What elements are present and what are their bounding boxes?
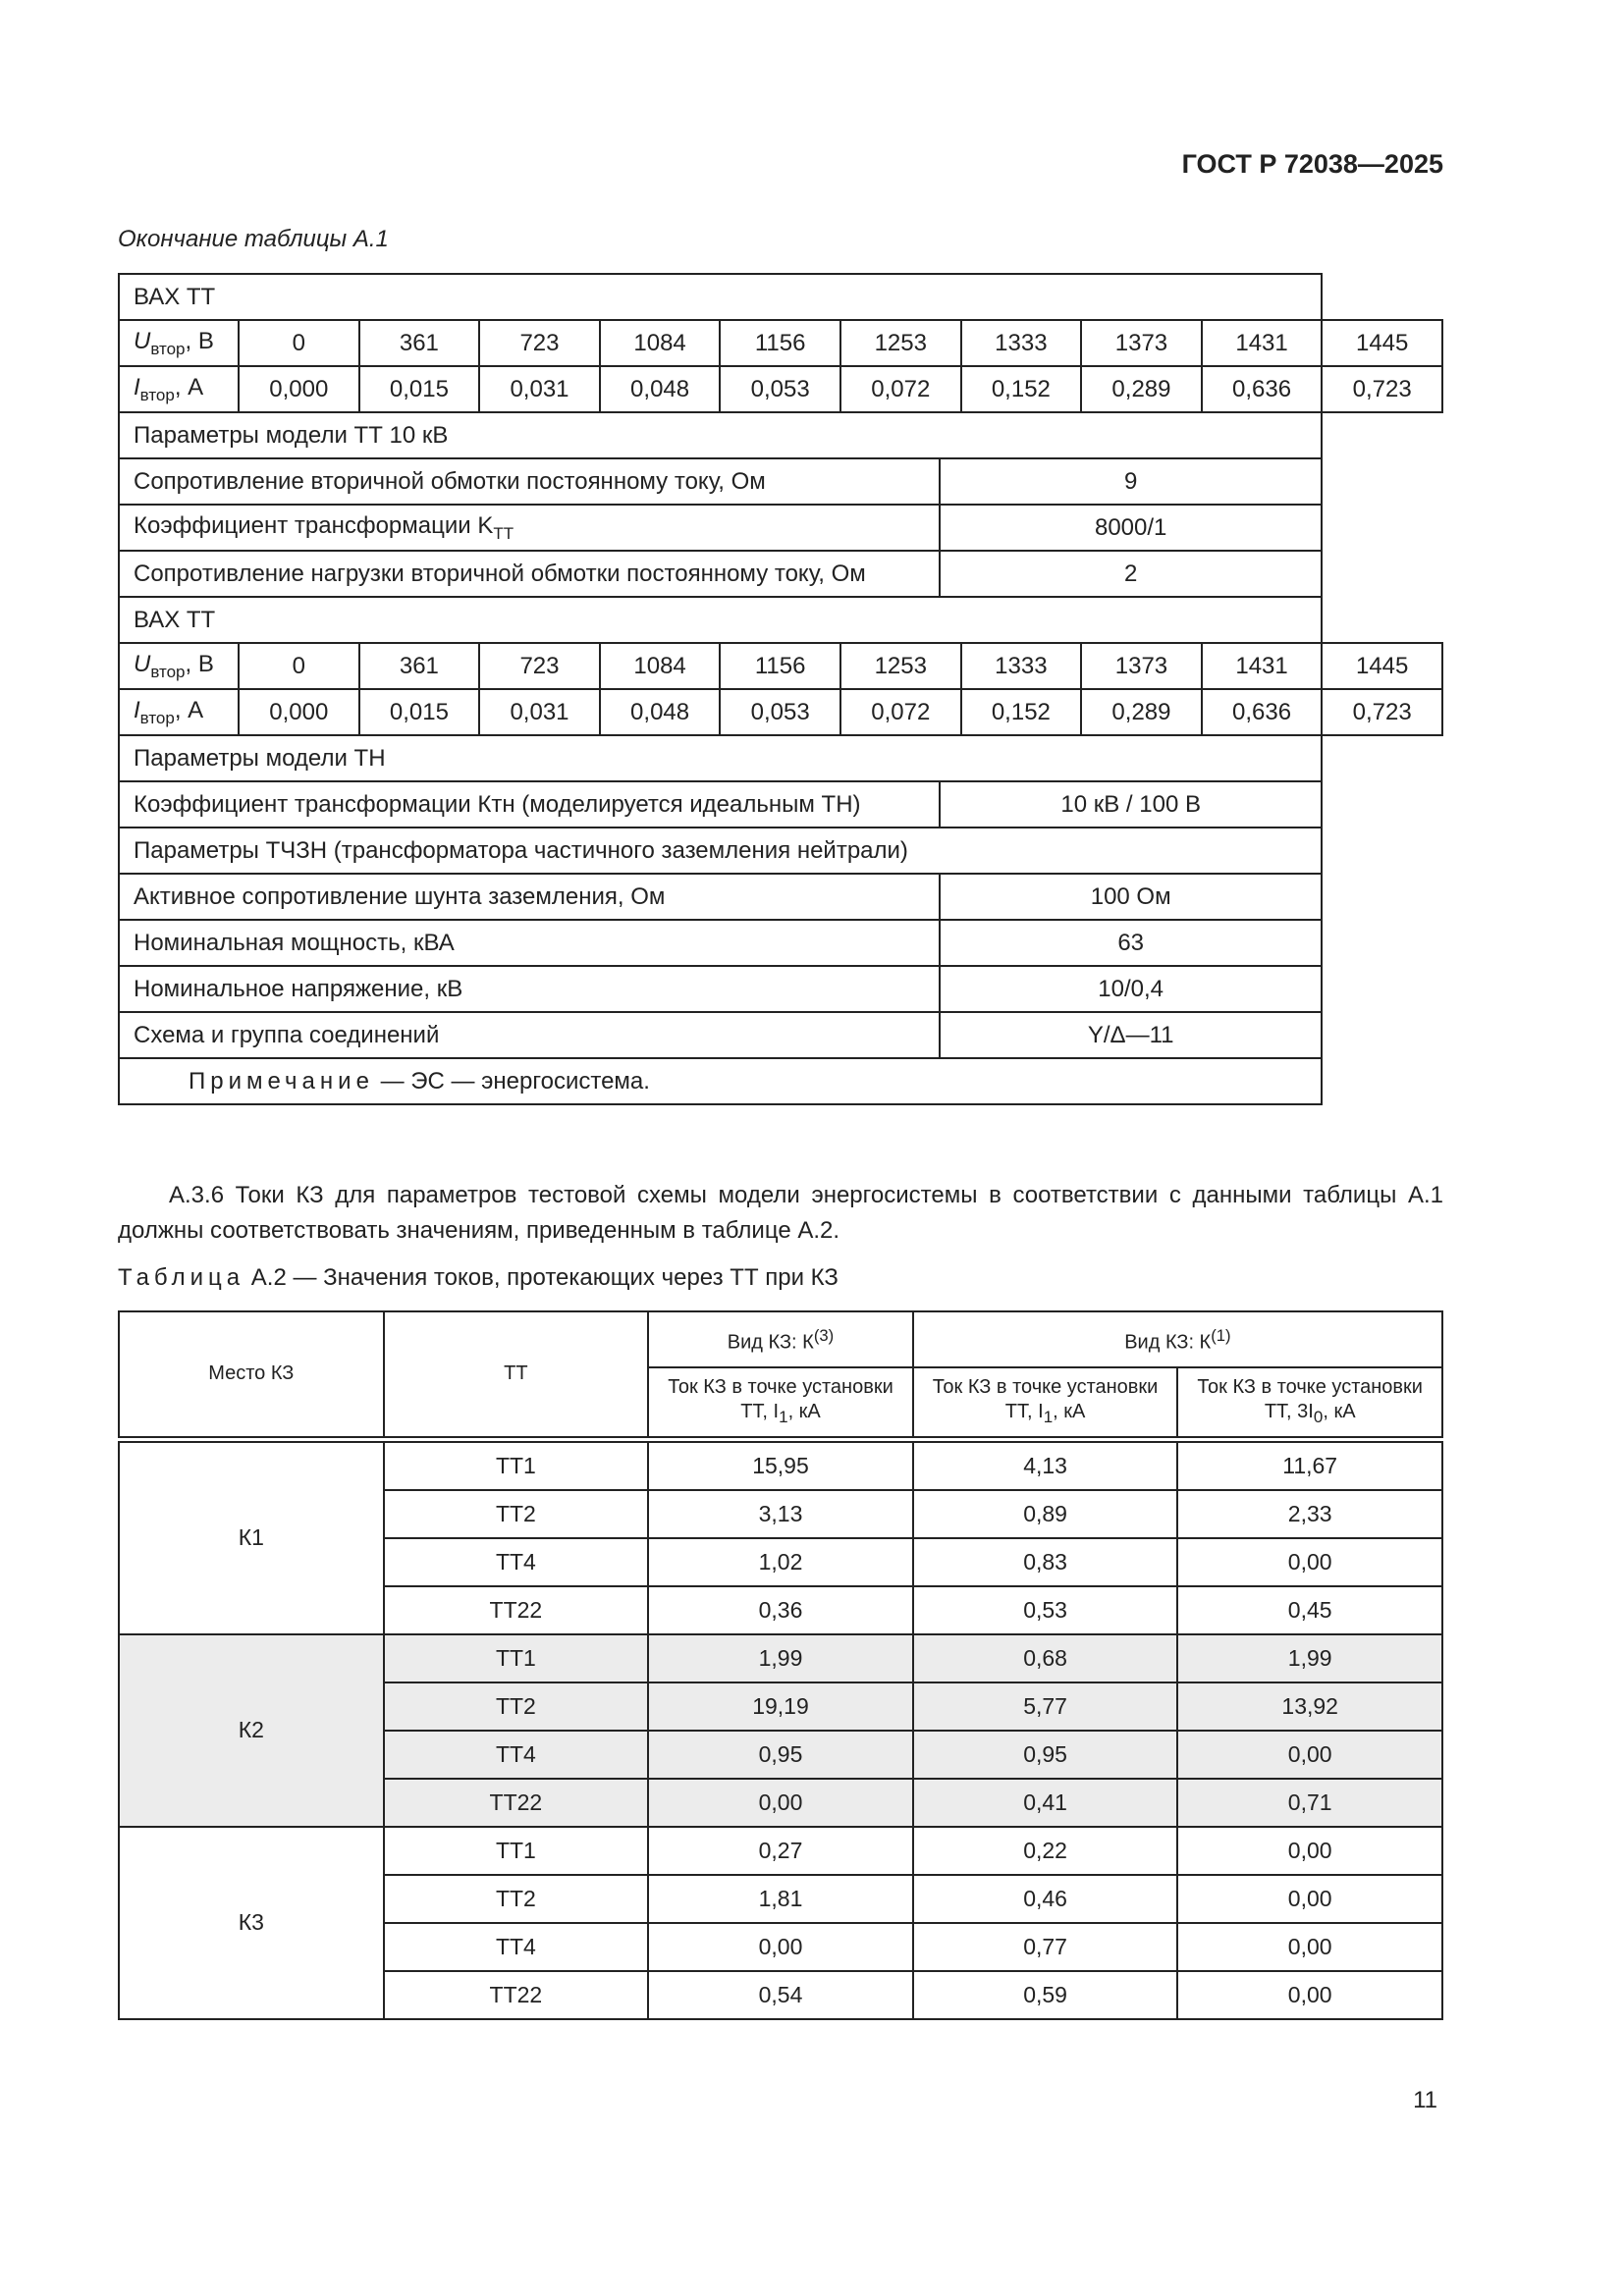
table-row xyxy=(119,781,1442,828)
u-row-header xyxy=(119,320,239,366)
vax-cell: 361 xyxy=(359,643,480,689)
tt10-param-inner xyxy=(120,552,1321,596)
vax-cell: 0,072 xyxy=(840,689,961,735)
header-unit: , кА xyxy=(787,1400,821,1422)
unit: , В xyxy=(185,327,214,354)
tchzn-param-row xyxy=(119,874,1322,920)
header-text: Ток КЗ в точке установки ТТ, I xyxy=(932,1375,1159,1422)
current-value: 0,22 xyxy=(913,1827,1178,1875)
note-label: Примечание xyxy=(189,1067,374,1095)
vax-cell: 0,053 xyxy=(720,689,840,735)
vax-cell: 0,015 xyxy=(359,366,480,412)
tn-param-value: 10 кВ / 100 В xyxy=(1060,790,1201,818)
current-value: 11,67 xyxy=(1177,1439,1442,1490)
header-group-k3 xyxy=(648,1311,913,1367)
vax-cell: 1156 xyxy=(720,320,840,366)
tt10-param-value: 2 xyxy=(1123,560,1138,587)
tt-cell: ТТ2 xyxy=(384,1682,649,1731)
place-cell: К2 xyxy=(119,1634,384,1827)
symbol-subscript: втор xyxy=(139,385,175,404)
tt10-param-row xyxy=(119,551,1322,597)
current-value: 0,53 xyxy=(913,1586,1178,1634)
vax-cell: 0,723 xyxy=(1322,366,1442,412)
header-place: Место КЗ xyxy=(119,1311,384,1439)
section-tchzn: Параметры ТЧЗН (трансформатора частичного заземления нейтрали) xyxy=(119,828,1322,874)
tn-param-inner xyxy=(120,782,1321,827)
current-value: 1,99 xyxy=(648,1634,913,1682)
vax-cell: 1373 xyxy=(1081,643,1202,689)
current-value: 0,83 xyxy=(913,1538,1178,1586)
tchzn-param-inner xyxy=(120,1013,1321,1057)
unit: , А xyxy=(174,696,204,723)
vax-cell: 0,031 xyxy=(479,689,600,735)
tchzn-param-value: 100 Ом xyxy=(1090,882,1171,910)
note xyxy=(119,1058,1322,1104)
tchzn-param-value: 63 xyxy=(1117,929,1145,956)
current-value: 1,02 xyxy=(648,1538,913,1586)
table-row xyxy=(119,1634,1442,1682)
tt-cell: ТТ22 xyxy=(384,1586,649,1634)
current-value: 0,54 xyxy=(648,1971,913,2019)
u-row xyxy=(119,643,1442,689)
vax-cell: 0 xyxy=(239,643,359,689)
current-value: 0,46 xyxy=(913,1875,1178,1923)
section-tn: Параметры модели ТН xyxy=(119,735,1322,781)
current-value: 0,68 xyxy=(913,1634,1178,1682)
tn-param-row xyxy=(119,781,1322,828)
vax-cell: 0,152 xyxy=(961,366,1082,412)
vax-title: ВАХ ТТ xyxy=(119,274,1322,320)
note-row xyxy=(119,1058,1442,1104)
header-unit: , кА xyxy=(1323,1400,1356,1422)
table-row xyxy=(119,735,1442,781)
label-text: Номинальная мощность, кВА xyxy=(134,929,455,956)
tchzn-param-label xyxy=(120,921,940,965)
table-row xyxy=(119,458,1442,505)
vax-cell: 0,000 xyxy=(239,366,359,412)
label-text: Коэффициент трансформации Ктн (моделируется идеальным ТН) xyxy=(134,790,861,818)
current-value: 0,95 xyxy=(648,1731,913,1779)
label-text: Коэффициент трансформации K xyxy=(134,511,494,539)
table-continuation-title: Окончание таблицы А.1 xyxy=(118,226,389,252)
tchzn-param-value: 10/0,4 xyxy=(1098,975,1164,1002)
current-value: 0,95 xyxy=(913,1731,1178,1779)
vax-cell: 1431 xyxy=(1202,643,1323,689)
vax-cell: 1156 xyxy=(720,643,840,689)
tt10-param-value: 9 xyxy=(1123,467,1138,495)
place-cell: К3 xyxy=(119,1827,384,2019)
symbol-subscript: втор xyxy=(139,708,175,727)
document-id: ГОСТ Р 72038—2025 xyxy=(1181,149,1443,179)
tchzn-param-label xyxy=(120,1013,940,1057)
vax-cell: 1445 xyxy=(1322,320,1442,366)
vax-cell: 723 xyxy=(479,643,600,689)
note-text: — ЭС — энергосистема. xyxy=(373,1067,650,1095)
table-a2-caption xyxy=(118,1264,839,1292)
header-sub: 1 xyxy=(779,1407,788,1426)
vax-title: ВАХ ТТ xyxy=(119,597,1322,643)
current-value: 0,00 xyxy=(1177,1971,1442,2019)
symbol: I xyxy=(134,696,140,723)
tt-cell: ТТ1 xyxy=(384,1439,649,1490)
header-3i0-k1 xyxy=(1177,1367,1442,1439)
vax-cell: 1084 xyxy=(600,643,721,689)
i-row-header xyxy=(119,689,239,735)
label-text: Активное сопротивление шунта заземления, Ом xyxy=(134,882,666,910)
table-row xyxy=(119,412,1442,458)
u-row-header xyxy=(119,643,239,689)
table-row xyxy=(119,1827,1442,1875)
tchzn-param-label xyxy=(120,967,940,1011)
tt10-param-label xyxy=(120,459,940,504)
current-value: 0,00 xyxy=(648,1923,913,1971)
symbol: I xyxy=(134,373,140,400)
vax-cell: 1333 xyxy=(961,320,1082,366)
vax-cell: 0,636 xyxy=(1202,366,1323,412)
vax-cell: 1333 xyxy=(961,643,1082,689)
tchzn-param-label xyxy=(120,875,940,919)
header-i1-k1 xyxy=(913,1367,1178,1439)
current-value: 4,13 xyxy=(913,1439,1178,1490)
tt-cell: ТТ22 xyxy=(384,1971,649,2019)
header-group-k1 xyxy=(913,1311,1442,1367)
current-value: 5,77 xyxy=(913,1682,1178,1731)
table-row xyxy=(119,597,1442,643)
tchzn-param-row xyxy=(119,1012,1322,1058)
vax-cell: 0,015 xyxy=(359,689,480,735)
group-sup: (3) xyxy=(813,1326,835,1346)
table-row xyxy=(119,551,1442,597)
vax-cell: 361 xyxy=(359,320,480,366)
symbol: U xyxy=(134,650,151,677)
vax-cell: 1445 xyxy=(1322,643,1442,689)
tt10-param-label xyxy=(120,552,940,596)
current-value: 0,00 xyxy=(1177,1875,1442,1923)
header-unit: , кА xyxy=(1053,1400,1086,1422)
current-value: 13,92 xyxy=(1177,1682,1442,1731)
tchzn-param-row xyxy=(119,966,1322,1012)
i-row xyxy=(119,366,1442,412)
table-row xyxy=(119,966,1442,1012)
group-sup: (1) xyxy=(1211,1326,1231,1346)
current-value: 0,00 xyxy=(1177,1923,1442,1971)
header-sub: 0 xyxy=(1313,1407,1324,1426)
vax-cell: 1431 xyxy=(1202,320,1323,366)
vax-cell: 0,289 xyxy=(1081,366,1202,412)
header-sub: 1 xyxy=(1043,1407,1054,1426)
tt-cell: ТТ1 xyxy=(384,1827,649,1875)
current-value: 2,33 xyxy=(1177,1490,1442,1538)
header-text: Ток КЗ в точке установки ТТ, I xyxy=(668,1375,893,1422)
table-a1 xyxy=(118,273,1443,1105)
vax-cell: 1373 xyxy=(1081,320,1202,366)
place-cell: К1 xyxy=(119,1439,384,1634)
label-text: Схема и группа соединений xyxy=(134,1021,440,1048)
vax-cell: 723 xyxy=(479,320,600,366)
current-value: 0,36 xyxy=(648,1586,913,1634)
vax-cell: 0,048 xyxy=(600,366,721,412)
u-row xyxy=(119,320,1442,366)
current-value: 0,00 xyxy=(1177,1731,1442,1779)
vax-cell: 0,048 xyxy=(600,689,721,735)
tchzn-param-inner xyxy=(120,875,1321,919)
current-value: 0,27 xyxy=(648,1827,913,1875)
tt-cell: ТТ4 xyxy=(384,1923,649,1971)
tt-cell: ТТ22 xyxy=(384,1779,649,1827)
label-text: Сопротивление вторичной обмотки постоянному току, Ом xyxy=(134,467,766,495)
i-row xyxy=(119,689,1442,735)
current-value: 0,71 xyxy=(1177,1779,1442,1827)
current-value: 0,00 xyxy=(648,1779,913,1827)
vax-cell: 0,053 xyxy=(720,366,840,412)
header-i1-k3 xyxy=(648,1367,913,1439)
tt10-param-inner xyxy=(120,506,1321,550)
vax-cell: 0,072 xyxy=(840,366,961,412)
group-label: Вид КЗ: К xyxy=(1124,1331,1212,1354)
i-row-header xyxy=(119,366,239,412)
current-value: 0,00 xyxy=(1177,1538,1442,1586)
table-row xyxy=(119,505,1442,551)
header-text: Ток КЗ в точке установки ТТ, 3I xyxy=(1197,1375,1423,1422)
page-number: 11 xyxy=(1413,2087,1437,2113)
current-value: 19,19 xyxy=(648,1682,913,1731)
section-tt10: Параметры модели ТТ 10 кВ xyxy=(119,412,1322,458)
tt-cell: ТТ2 xyxy=(384,1875,649,1923)
tt-cell: ТТ2 xyxy=(384,1490,649,1538)
tchzn-param-value: Y/Δ—11 xyxy=(1087,1021,1174,1048)
table-row xyxy=(119,1012,1442,1058)
vax-cell: 1253 xyxy=(840,320,961,366)
table-row xyxy=(119,920,1442,966)
tchzn-param-row xyxy=(119,920,1322,966)
tt10-param-inner xyxy=(120,459,1321,504)
current-value: 0,45 xyxy=(1177,1586,1442,1634)
unit: , А xyxy=(174,373,204,400)
current-value: 1,81 xyxy=(648,1875,913,1923)
symbol: U xyxy=(134,327,151,354)
symbol-subscript: втор xyxy=(150,662,186,681)
tt10-param-row xyxy=(119,505,1322,551)
tn-param-label xyxy=(120,782,940,827)
vax-cell: 1253 xyxy=(840,643,961,689)
header-tt: ТТ xyxy=(384,1311,649,1439)
current-value: 15,95 xyxy=(648,1439,913,1490)
unit: , В xyxy=(185,650,214,677)
tchzn-param-inner xyxy=(120,967,1321,1011)
tt10-param-label xyxy=(120,506,940,550)
label-text: Сопротивление нагрузки вторичной обмотки постоянному току, Ом xyxy=(134,560,866,587)
vax-cell: 0,000 xyxy=(239,689,359,735)
current-value: 0,77 xyxy=(913,1923,1178,1971)
tt-cell: ТТ1 xyxy=(384,1634,649,1682)
symbol-subscript: втор xyxy=(150,339,186,358)
vax-cell: 0,289 xyxy=(1081,689,1202,735)
tchzn-param-inner xyxy=(120,921,1321,965)
table-row xyxy=(119,874,1442,920)
paragraph-a36: А.3.6 Токи КЗ для параметров тестовой схемы модели энергосистемы в соответствии с данными таблицы А.1 должны соответствовать значениям, приведенным в таблице А.2. xyxy=(118,1182,1443,1244)
table-row xyxy=(119,1439,1442,1490)
table-row xyxy=(119,828,1442,874)
current-value: 1,99 xyxy=(1177,1634,1442,1682)
label-subscript: ТТ xyxy=(493,523,514,543)
current-value: 3,13 xyxy=(648,1490,913,1538)
vax-cell: 0,636 xyxy=(1202,689,1323,735)
current-value: 0,89 xyxy=(913,1490,1178,1538)
vax-cell: 1084 xyxy=(600,320,721,366)
tt10-param-value: 8000/1 xyxy=(1094,513,1167,541)
vax-cell: 0,152 xyxy=(961,689,1082,735)
vax-cell: 0,723 xyxy=(1322,689,1442,735)
tt-cell: ТТ4 xyxy=(384,1731,649,1779)
label-text: Номинальное напряжение, кВ xyxy=(134,975,463,1002)
caption-text: А.2 — Значения токов, протекающих через ТТ при КЗ xyxy=(244,1264,839,1291)
group-label: Вид КЗ: К xyxy=(727,1331,814,1354)
table-a2 xyxy=(118,1310,1443,2020)
current-value: 0,59 xyxy=(913,1971,1178,2019)
vax-cell: 0 xyxy=(239,320,359,366)
tt10-param-row xyxy=(119,458,1322,505)
current-value: 0,41 xyxy=(913,1779,1178,1827)
tt-cell: ТТ4 xyxy=(384,1538,649,1586)
current-value: 0,00 xyxy=(1177,1827,1442,1875)
caption-label: Таблица xyxy=(118,1264,245,1291)
vax-cell: 0,031 xyxy=(479,366,600,412)
table-row xyxy=(119,274,1442,320)
